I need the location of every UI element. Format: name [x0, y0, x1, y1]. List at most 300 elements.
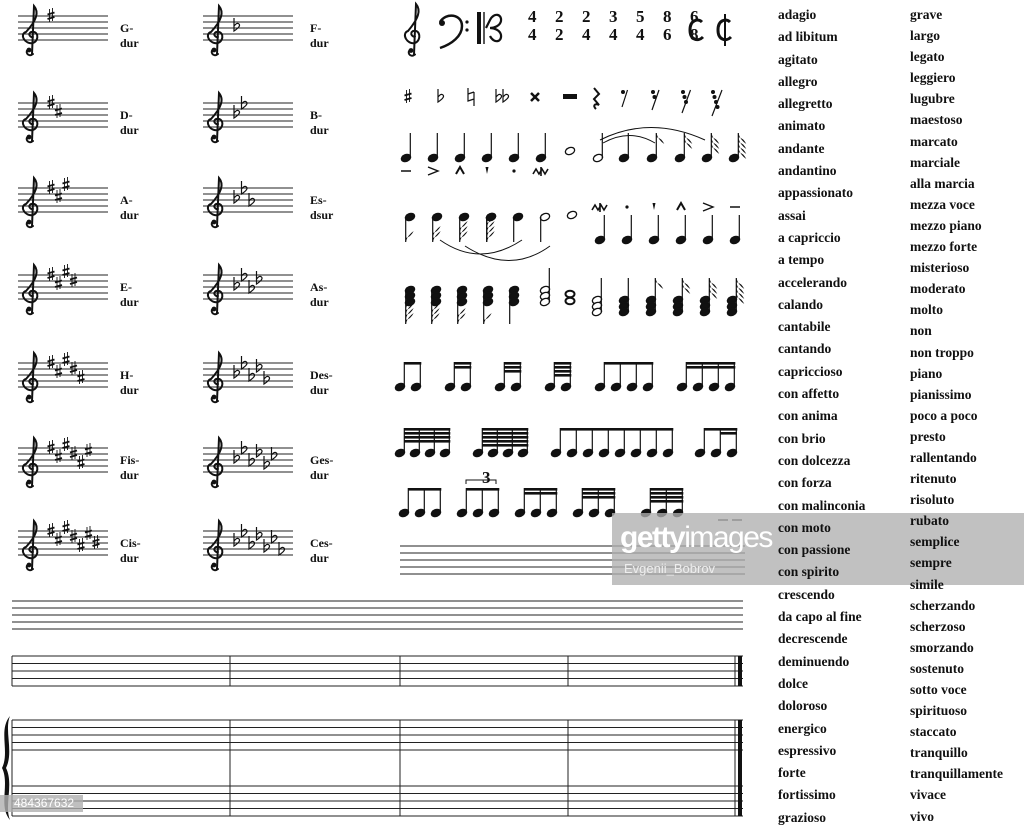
term-item: a tempo — [778, 252, 825, 268]
sharp-bars — [85, 531, 92, 538]
key-signature-staff — [203, 6, 293, 55]
term-item: vivace — [910, 787, 946, 803]
sharp-icon — [87, 443, 90, 457]
term-item: alla marcia — [910, 175, 975, 191]
logo-bold: getty — [620, 521, 685, 554]
flat-icon — [264, 456, 270, 469]
sharp-bars — [63, 525, 70, 532]
term-item: decrescende — [778, 631, 848, 647]
term-item: mezza voce — [910, 196, 975, 212]
note-flag — [484, 313, 492, 324]
beam — [404, 440, 450, 443]
term-item: tranquillamente — [910, 766, 1003, 782]
term-item: ad libitum — [778, 29, 838, 45]
key-label: H-dur — [120, 368, 139, 397]
treble-clef-dot — [27, 48, 32, 53]
sharp-icon — [50, 95, 53, 109]
term-item: andantino — [778, 163, 837, 179]
term-item: tranquillo — [910, 745, 968, 761]
treble-clef-dot — [212, 48, 217, 53]
term-item: adagio — [778, 7, 817, 22]
term-item: forte — [778, 765, 806, 781]
beam — [582, 488, 615, 491]
key-label: Fis-dur — [120, 453, 140, 482]
beam — [582, 496, 615, 499]
treble-clef-icon — [23, 521, 37, 570]
beam — [482, 440, 528, 443]
beam — [650, 492, 683, 495]
whole-rest-icon — [563, 94, 577, 99]
term-item: maestoso — [910, 112, 963, 128]
treble-clef-dot — [212, 563, 217, 568]
logo-light: images — [684, 521, 772, 554]
time-signature-top: 4 — [528, 7, 537, 26]
term-item: marcato — [910, 133, 958, 149]
treble-clef-icon — [23, 438, 37, 487]
time-signature-bottom: 2 — [555, 25, 564, 44]
beam — [554, 366, 571, 369]
term-item: risoluto — [910, 492, 955, 508]
triplet-label: 3 — [482, 468, 491, 487]
time-signature-top: 6 — [690, 7, 699, 26]
sixty-fourth-rest-icon-dot — [711, 90, 715, 94]
beam — [554, 374, 571, 377]
flat-icon — [438, 89, 444, 102]
sharp-icon — [407, 89, 410, 103]
beam — [650, 500, 683, 503]
sharp-bars — [78, 460, 85, 467]
flat-icon — [234, 277, 240, 290]
sharp-icon — [50, 523, 53, 537]
staccato-icon — [625, 205, 628, 208]
beam — [482, 436, 528, 439]
sixty-fourth-rest-icon-dot — [713, 95, 717, 99]
key-label: A-dur — [120, 193, 139, 222]
gettyimages-logo — [620, 521, 772, 555]
term-item: allegretto — [778, 96, 833, 112]
sharp-icon — [50, 440, 53, 454]
marcato-icon — [677, 203, 685, 210]
sharp-bars — [78, 543, 85, 550]
term-item: piano — [910, 365, 943, 381]
term-item: rubato — [910, 513, 950, 529]
note-flag — [736, 278, 744, 289]
beam — [686, 362, 735, 365]
accent-icon — [703, 203, 713, 211]
note-flag — [406, 313, 414, 324]
sharp-icon — [65, 264, 68, 278]
note-flag — [656, 133, 664, 144]
bass-clef-dot — [439, 20, 445, 26]
term-item: accelerando — [778, 274, 847, 290]
sharp-bars — [55, 194, 62, 201]
bass-clef-dot — [465, 28, 468, 31]
beam — [504, 366, 521, 369]
accent-icon — [428, 167, 438, 175]
term-item: spirituoso — [910, 703, 968, 719]
sharp-icon — [57, 364, 60, 378]
time-signature-bottom: 4 — [636, 25, 645, 44]
term-item: con dolcezza — [778, 452, 851, 468]
term-item: sostenuto — [910, 660, 965, 676]
sharp-bars — [63, 357, 70, 364]
key-signature-staff — [18, 6, 108, 55]
sharp-icon — [50, 8, 53, 22]
treble-clef-dot — [27, 395, 32, 400]
term-item: calando — [778, 296, 824, 312]
beam — [404, 428, 450, 431]
treble-clef-dot — [409, 48, 414, 53]
term-item: largo — [910, 28, 940, 44]
mordent-icon — [533, 167, 548, 176]
sixteenth-rest-icon-dot — [651, 90, 655, 94]
note-flag — [432, 313, 440, 324]
beam — [554, 362, 571, 365]
sharp-icon — [50, 355, 53, 369]
treble-clef-icon — [23, 93, 37, 142]
staccato-icon — [512, 169, 515, 172]
term-item: mezzo forte — [910, 239, 978, 255]
tempo-terms-column-right — [910, 6, 1003, 829]
key-signature-staff — [203, 521, 293, 570]
whole-chord-icon — [566, 291, 575, 298]
time-signature-top: 3 — [609, 7, 618, 26]
flat-icon — [257, 527, 263, 540]
term-item: sotto voce — [910, 682, 967, 697]
term-item: non troppo — [910, 344, 974, 360]
key-signature-staff — [203, 353, 293, 402]
treble-clef-dot — [212, 135, 217, 140]
staff-with-barlines — [12, 656, 743, 686]
term-item: allegro — [778, 73, 818, 89]
time-signature-bottom: 4 — [582, 25, 591, 44]
key-label: F-dur — [310, 21, 329, 50]
beam — [404, 436, 450, 439]
flat-icon — [234, 365, 240, 378]
key-label: E-dur — [120, 280, 139, 309]
key-label: Des-dur — [310, 368, 333, 397]
term-item: assai — [778, 207, 806, 223]
key-label: Ces-dur — [310, 536, 333, 565]
sharp-icon — [50, 180, 53, 194]
beam — [604, 362, 653, 365]
term-item: con anima — [778, 408, 838, 424]
beam — [504, 370, 521, 373]
treble-clef-dot — [212, 480, 217, 485]
treble-clef-icon — [23, 265, 37, 314]
sharp-icon — [80, 455, 83, 469]
term-item: deminuendo — [778, 653, 850, 669]
sharp-icon — [57, 104, 60, 118]
flat-icon — [234, 450, 240, 463]
beam — [524, 492, 557, 495]
key-signature-staff — [18, 437, 108, 487]
treble-clef-dot — [212, 395, 217, 400]
key-label: D-dur — [120, 108, 139, 137]
marcato-icon — [456, 167, 464, 174]
term-item: crescendo — [778, 586, 835, 602]
beam — [466, 488, 499, 491]
sharp-bars — [55, 369, 62, 376]
term-item: a capriccio — [778, 229, 841, 245]
time-signature-top: 8 — [663, 7, 672, 26]
term-item: simile — [910, 576, 944, 592]
flat-icon — [257, 444, 263, 457]
treble-clef-dot — [27, 220, 32, 225]
sharp-icon — [65, 352, 68, 366]
tie-icon — [603, 136, 655, 144]
term-item: animato — [778, 118, 826, 134]
sharp-icon — [80, 538, 83, 552]
double-sharp-icon — [531, 93, 539, 101]
term-item: con moto — [778, 519, 831, 535]
treble-clef-icon — [208, 178, 222, 227]
treble-clef-icon — [208, 93, 222, 142]
treble-clef-icon — [208, 438, 222, 487]
treble-clef-icon — [23, 353, 37, 402]
sharp-icon — [57, 532, 60, 546]
sharp-icon — [57, 449, 60, 463]
note-flag — [458, 313, 466, 324]
term-item: grazioso — [778, 809, 826, 825]
sharp-icon — [57, 189, 60, 203]
term-item: andante — [778, 140, 825, 156]
sharp-bars — [55, 537, 62, 544]
beam — [454, 362, 471, 365]
sharp-bars — [55, 109, 62, 116]
tuplet-bracket — [466, 480, 496, 484]
beam — [582, 492, 615, 495]
slur-icon — [440, 240, 522, 254]
beam — [454, 366, 471, 369]
blank-staff-long — [12, 601, 743, 629]
flat-icon — [264, 371, 270, 384]
alto-clef-curve — [486, 15, 501, 41]
time-signature-bottom: 4 — [528, 25, 537, 44]
beam — [482, 432, 528, 435]
term-item: scherzando — [910, 597, 976, 613]
grand-staff-bass — [12, 786, 743, 816]
beam — [650, 496, 683, 499]
note-flag — [655, 278, 663, 289]
beam — [404, 432, 450, 435]
key-label: G-dur — [120, 21, 139, 50]
quarter-rest-icon — [594, 88, 599, 109]
sharp-bars — [405, 94, 412, 101]
key-signature-staff — [18, 264, 108, 314]
term-item: scherzoso — [910, 618, 966, 634]
key-label: As-dur — [310, 280, 329, 309]
sharp-bars — [63, 442, 70, 449]
term-item: staccato — [910, 724, 957, 740]
flat-icon — [234, 533, 240, 546]
flat-icon — [234, 190, 240, 203]
beam — [686, 366, 735, 369]
beam — [650, 488, 683, 491]
term-item: dolce — [778, 675, 808, 691]
term-item: misterioso — [910, 260, 970, 276]
term-item: molto — [910, 302, 943, 318]
treble-clef-icon — [208, 6, 222, 55]
staccatissimo-icon — [653, 203, 656, 210]
key-label: Es-dsur — [310, 193, 334, 222]
term-item: grave — [910, 7, 943, 22]
term-item: appassionato — [778, 185, 854, 201]
note-head — [566, 210, 577, 220]
term-item: moderato — [910, 281, 966, 297]
note-flag — [433, 231, 441, 242]
alto-clef-icon — [477, 12, 481, 44]
final-barline — [738, 720, 742, 816]
note-flag — [709, 278, 717, 289]
sharp-bars — [85, 448, 92, 455]
flat-icon — [234, 18, 240, 31]
beam — [524, 488, 557, 491]
tempo-terms-column-left — [778, 6, 865, 831]
term-item: semplice — [910, 534, 960, 550]
term-item: fortissimo — [778, 787, 836, 803]
treble-clef-dot — [27, 480, 32, 485]
term-item: pianissimo — [910, 386, 972, 402]
treble-clef-icon — [208, 521, 222, 570]
beam — [560, 428, 673, 431]
beam — [408, 488, 441, 491]
term-item: mezzo piano — [910, 217, 982, 233]
treble-clef-dot — [27, 307, 32, 312]
sharp-icon — [50, 267, 53, 281]
sharp-icon — [80, 370, 83, 384]
term-item: lugubre — [910, 91, 955, 107]
key-signature-staff — [203, 438, 293, 487]
time-signature-top: 5 — [636, 7, 645, 26]
term-item: cantabile — [778, 319, 831, 335]
sharp-bars — [55, 281, 62, 288]
treble-clef-dot — [212, 220, 217, 225]
key-label: B-dur — [310, 108, 329, 137]
note-flag — [711, 133, 719, 144]
flat-icon — [503, 89, 509, 102]
beam — [704, 428, 737, 431]
note-flag — [738, 133, 746, 144]
flat-icon — [264, 539, 270, 552]
treble-clef-dot — [27, 135, 32, 140]
flat-icon — [496, 89, 502, 102]
term-item: sempre — [910, 555, 952, 571]
sharp-icon — [65, 520, 68, 534]
image-id-badge: 484367632 — [0, 795, 83, 812]
mordent-icon — [592, 203, 607, 212]
term-item: energico — [778, 720, 827, 736]
term-item: cantando — [778, 341, 832, 357]
treble-clef-dot — [212, 307, 217, 312]
sharp-bars — [55, 454, 62, 461]
note-head — [564, 146, 575, 156]
term-item: con spirito — [778, 564, 840, 580]
term-item: legato — [910, 49, 945, 65]
treble-clef-icon — [208, 265, 222, 314]
flat-icon — [257, 359, 263, 372]
staccatissimo-icon — [486, 167, 489, 174]
watermark-author: Evgenii_Bobrov — [624, 561, 716, 576]
beam — [720, 432, 737, 435]
term-item: poco a poco — [910, 407, 978, 423]
term-item: agitato — [778, 51, 818, 67]
treble-clef-icon — [23, 178, 37, 227]
sharp-icon — [57, 276, 60, 290]
treble-clef-dot — [27, 563, 32, 568]
time-signature-bottom: 4 — [609, 25, 618, 44]
term-item: ritenuto — [910, 471, 957, 487]
treble-clef-icon — [405, 4, 419, 56]
sharp-icon — [65, 437, 68, 451]
flat-icon — [257, 271, 263, 284]
term-item: marciale — [910, 154, 960, 170]
term-item: non — [910, 323, 932, 339]
term-item: con affetto — [778, 386, 840, 402]
sharp-bars — [63, 269, 70, 276]
beam — [482, 428, 528, 431]
beam — [504, 362, 521, 365]
bass-clef-dot — [465, 20, 468, 23]
term-item: rallentando — [910, 449, 977, 465]
time-signature-top: 2 — [555, 7, 564, 26]
flat-icon — [234, 105, 240, 118]
note-flag — [460, 231, 468, 242]
term-item: vivo — [910, 808, 935, 824]
treble-clef-icon — [208, 353, 222, 402]
eighth-rest-icon-dot — [621, 90, 625, 94]
term-item: presto — [910, 428, 946, 444]
key-signature-staff — [203, 93, 293, 142]
key-label: Cis-dur — [120, 536, 141, 565]
whole-chord-icon — [566, 298, 575, 305]
term-item: con forza — [778, 475, 832, 491]
sharp-icon — [87, 526, 90, 540]
term-item: smorzando — [910, 639, 974, 655]
key-label: Ges-dur — [310, 453, 334, 482]
sharp-bars — [63, 182, 70, 189]
term-item: capriccioso — [778, 363, 843, 379]
note-flag — [682, 278, 690, 289]
term-item: con brio — [778, 430, 826, 446]
term-item: leggiero — [910, 70, 956, 86]
time-signature-bottom: 6 — [663, 25, 672, 44]
thirty-second-rest-icon-dot — [681, 90, 685, 94]
key-signature-staff — [18, 352, 108, 402]
term-item: da capo al fine — [778, 609, 862, 625]
time-signature-bottom: 8 — [690, 25, 699, 44]
key-signature-staff — [18, 93, 108, 142]
natural-icon — [468, 88, 474, 106]
term-item: espressivo — [778, 742, 837, 758]
thirty-second-rest-icon-dot — [683, 95, 687, 99]
term-item: con malinconia — [778, 497, 866, 513]
note-flag — [406, 231, 414, 242]
beam — [404, 362, 421, 365]
time-signature-top: 2 — [582, 7, 591, 26]
sharp-bars — [78, 375, 85, 382]
beam — [554, 370, 571, 373]
key-signature-staff — [18, 520, 108, 570]
grand-staff-treble — [12, 720, 743, 750]
final-barline — [738, 656, 742, 686]
slur-icon — [600, 128, 705, 141]
beam — [482, 444, 528, 447]
key-signature-staff — [18, 177, 108, 227]
key-signature-staff — [203, 178, 293, 227]
note-flag — [487, 231, 495, 242]
sharp-icon — [65, 177, 68, 191]
